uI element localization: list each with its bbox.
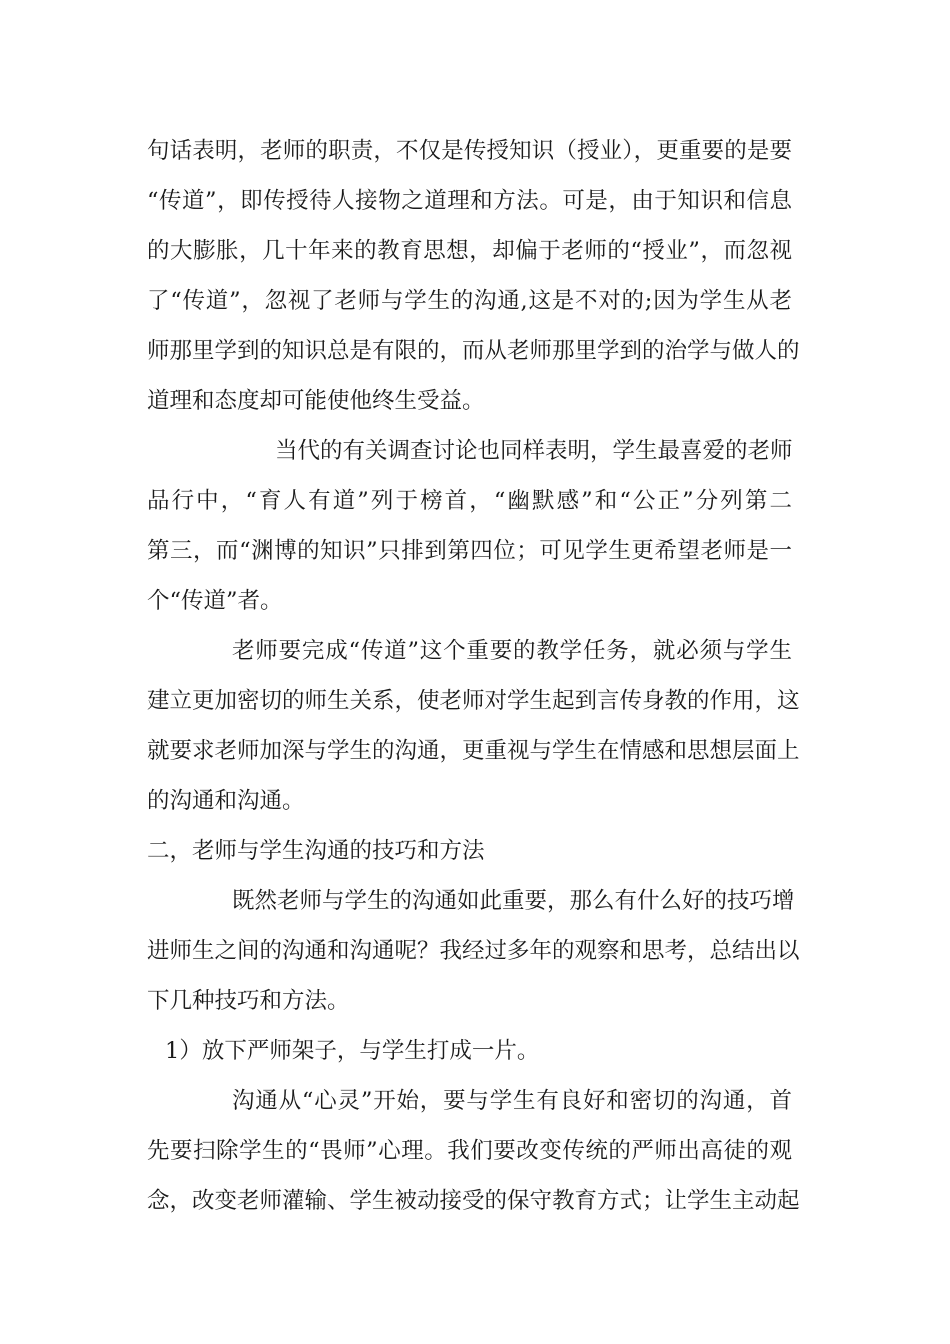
text-line: 第三，而“渊博的知识”只排到第四位；可见学生更希望老师是一 xyxy=(147,538,792,564)
text-line: 道理和态度却可能使他终生受益。 xyxy=(147,388,485,414)
text-line: 的沟通和沟通。 xyxy=(147,788,305,814)
text-line: 句话表明，老师的职责，不仅是传授知识（授业），更重要的是要 xyxy=(147,138,792,164)
text-line: 下几种技巧和方法。 xyxy=(147,988,350,1014)
text-line: 了“传道”，忽视了老师与学生的沟通,这是不对的;因为学生从老 xyxy=(147,288,792,314)
text-line: 的大膨胀，几十年来的教育思想，却偏于老师的“授业”，而忽视 xyxy=(147,238,792,264)
text-line: 沟通从“心灵”开始，要与学生有良好和密切的沟通，首 xyxy=(232,1088,792,1114)
text-line: 念，改变老师灌输、学生被动接受的保守教育方式；让学生主动起 xyxy=(147,1188,800,1214)
text-line: 进师生之间的沟通和沟通呢？我经过多年的观察和思考，总结出以 xyxy=(147,938,800,964)
text-line: “传道”，即传授待人接物之道理和方法。可是，由于知识和信息 xyxy=(147,188,792,214)
list-item-heading: 1）放下严师架子，与学生打成一片。 xyxy=(165,1038,540,1064)
text-line: 品行中，“育人有道”列于榜首，“幽默感”和“公正”分列第二 xyxy=(147,488,792,514)
text-line: 先要扫除学生的“畏师”心理。我们要改变传统的严师出高徒的观 xyxy=(147,1138,792,1164)
text-line: 既然老师与学生的沟通如此重要，那么有什么好的技巧增 xyxy=(232,888,795,914)
text-line: 当代的有关调查讨论也同样表明，学生最喜爱的老师 xyxy=(275,438,793,464)
text-line: 就要求老师加深与学生的沟通，更重视与学生在情感和思想层面上 xyxy=(147,738,800,764)
text-line: 建立更加密切的师生关系，使老师对学生起到言传身教的作用，这 xyxy=(147,688,800,714)
text-line: 师那里学到的知识总是有限的，而从老师那里学到的治学与做人的 xyxy=(147,338,800,364)
text-line: 个“传道”者。 xyxy=(147,588,283,614)
text-line: 老师要完成“传道”这个重要的教学任务，就必须与学生 xyxy=(232,638,792,664)
section-heading: 二，老师与学生沟通的技巧和方法 xyxy=(147,838,485,864)
